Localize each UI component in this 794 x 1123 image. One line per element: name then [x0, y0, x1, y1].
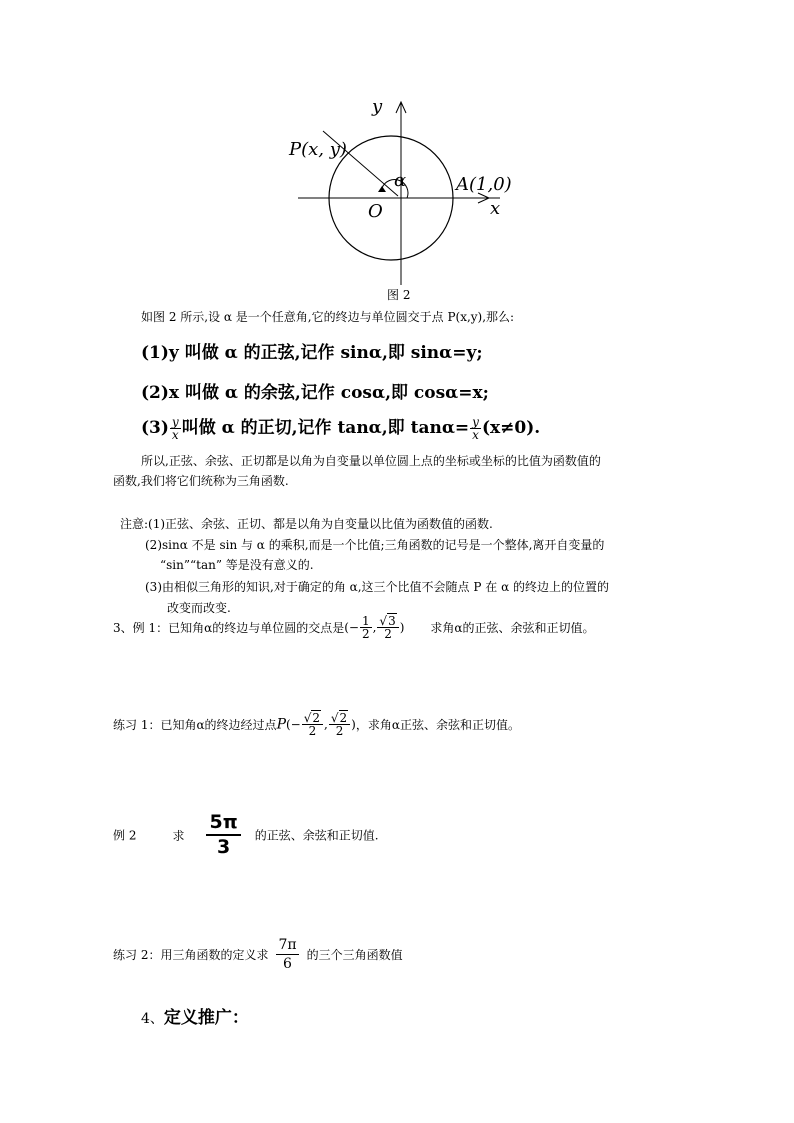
practice1-y-num: 2 [339, 711, 348, 725]
note-2b: “sin”“tan” 等是没有意义的. [160, 558, 314, 572]
def3-frac2-num: y [472, 415, 479, 429]
section-4-heading [141, 1003, 249, 1028]
figure-label-x: x [490, 198, 501, 219]
section4-number: 4、 [141, 1011, 164, 1027]
def3-middle: 叫做 α 的正切,记作 tanα,即 tanα= [181, 418, 470, 438]
practice-1: 练习 1：已知角α的终边经过点P(− $\frac{√2}{2}$ , $\frac{√2}{2}$ )，求角α正弦、余弦和正切值。 [113, 711, 520, 738]
example2-label: 例 2 [113, 828, 137, 843]
practice2-den: 6 [283, 956, 292, 972]
intro-text: 如图 2 所示,设 α 是一个任意角,它的终边与单位圆交于点 P(x,y),那么: [141, 310, 515, 324]
example-2 [113, 813, 379, 857]
definition-tangent [141, 413, 540, 441]
practice1-x-den: 2 [308, 724, 317, 738]
def3-prefix: (3) [141, 418, 169, 438]
def3-frac-num: y [171, 415, 179, 429]
example-1: 3、例 1：已知角α的终边与单位圆的交点是(− $\frac{1}{2}$ , $\frac{√3}{2}$ ) 求角α的正弦、余弦和正切值。 [113, 614, 595, 641]
practice2-num: 7π [278, 937, 297, 953]
note-3a: (3)由相似三角形的知识,对于确定的角 α,这三个比值不会随点 P 在 α 的终边上的位置的 [145, 580, 609, 594]
def3-suffix: (x≠0). [481, 418, 541, 438]
def3-frac2-den: x [472, 428, 479, 442]
example1-y-den: 2 [384, 627, 392, 641]
figure-caption: 图 2 [387, 288, 411, 302]
summary-line1: 所以,正弦、余弦、正切都是以角为自变量以单位圆上点的坐标或坐标的比值为函数值的 [141, 454, 601, 468]
figure-label-y: y [372, 96, 383, 117]
note-1: 注意:(1)正弦、余弦、正切、都是以角为自变量以比值为函数值的函数. [120, 517, 493, 531]
practice2-prefix: 练习 2：用三角函数的定义求 [113, 948, 269, 962]
note-2a: (2)sinα 不是 sin 与 α 的乘积,而是一个比值;三角函数的记号是一个整体,离开自变量的 [145, 538, 605, 552]
figure-label-alpha: α [394, 170, 407, 191]
practice1-suffix: ，求角α正弦、余弦和正切值。 [355, 718, 520, 732]
angle-arc-arrow [378, 186, 386, 192]
example1-y-num: 3 [388, 614, 396, 628]
summary-line2: 函数,我们将它们统称为三角函数. [113, 474, 289, 488]
practice1-y-den: 2 [335, 724, 344, 738]
example2-ask: 求 [172, 828, 185, 843]
example1-suffix: 求角α的正弦、余弦和正切值。 [430, 621, 595, 635]
unit-circle-figure [0, 0, 794, 310]
practice-2 [113, 938, 403, 971]
definition-cosine: (2)x 叫做 α 的余弦,记作 cosα,即 cosα=x; [141, 383, 489, 403]
example1-x-num: 1 [361, 614, 370, 628]
section4-title: 定义推广： [163, 1008, 249, 1028]
figure-label-a: A(1,0) [456, 174, 512, 195]
definition-sine: (1)y 叫做 α 的正弦,记作 sinα,即 sinα=y; [141, 343, 483, 363]
practice1-x-num: 2 [312, 711, 321, 725]
practice1-prefix: 练习 1：已知角α的终边经过点 [113, 718, 277, 732]
practice2-suffix: 的三个三角函数值 [306, 948, 403, 962]
example2-num: 5π [206, 813, 240, 836]
figure-label-o: O [368, 201, 383, 222]
example1-x-den: 2 [361, 627, 370, 641]
example2-den: 3 [216, 836, 231, 858]
note-3b: 改变而改变. [167, 601, 231, 615]
practice1-point: P [276, 716, 286, 733]
figure-label-p: P(x, y) [289, 139, 347, 160]
example2-suffix: 的正弦、余弦和正切值. [254, 828, 379, 843]
example1-prefix: 3、例 1：已知角α的终边与单位圆的交点是 [113, 621, 345, 635]
def3-frac-den: x [171, 428, 179, 442]
